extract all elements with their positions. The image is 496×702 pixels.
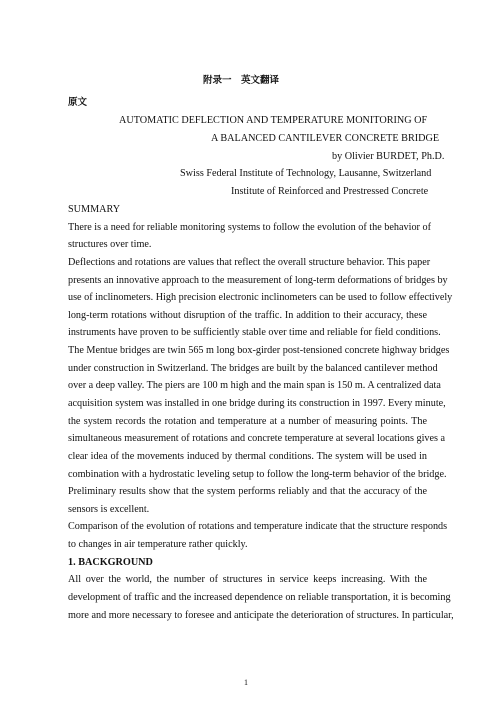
paragraph-line: clear idea of the movements induced by thermal conditions. The system will be used in <box>68 451 427 462</box>
appendix-title: 附录一 英文翻译 <box>203 75 280 86</box>
paragraph-line: use of inclinometers. High precision electronic inclinometers can be used to follow effectively <box>68 292 453 303</box>
paper-title-line-2: A BALANCED CANTILEVER CONCRETE BRIDGE <box>211 133 440 144</box>
paragraph-line: over a deep valley. The piers are 100 m high and the main span is 150 m. A centralized data <box>68 380 441 391</box>
paragraph-line: Comparison of the evolution of rotations and temperature indicate that the structure responds <box>68 521 448 532</box>
paragraph-line: Preliminary results show that the system performs reliably and that the accuracy of the <box>68 486 427 497</box>
page-number: 1 <box>244 678 248 687</box>
affiliation-line-2: Institute of Reinforced and Prestressed Concrete <box>231 186 429 197</box>
paragraph-line: There is a need for reliable monitoring systems to follow the evolution of the behavior of <box>68 222 431 233</box>
affiliation-line-1: Swiss Federal Institute of Technology, Lausanne, Switzerland <box>180 168 432 179</box>
paragraph-line: sensors is excellent. <box>68 504 150 515</box>
paragraph-line: under construction in Switzerland. The bridges are built by the balanced cantilever method <box>68 363 438 374</box>
section-heading-background: 1. BACKGROUND <box>68 557 153 568</box>
paragraph-line: to changes in air temperature rather quickly. <box>68 539 248 550</box>
paragraph-line: structures over time. <box>68 239 152 250</box>
paragraph-line: the system records the rotation and temperature at a number of measuring points. The <box>68 416 427 427</box>
section-line: development of traffic and the increased dependence on reliable transportation, it is becoming <box>68 592 451 603</box>
paragraph-line: Deflections and rotations are values that reflect the overall structure behavior. This paper <box>68 257 431 268</box>
paragraph-line: The Mentue bridges are twin 565 m long box-girder post-tensioned concrete highway bridges <box>68 345 450 356</box>
paragraph-line: acquisition system was installed in one bridge during its construction in 1997. Every minute, <box>68 398 446 409</box>
paragraph-line: presents an innovative approach to the measurement of long-term deformations of bridges by <box>68 275 448 286</box>
summary-heading: SUMMARY <box>68 204 121 215</box>
section-line: more and more necessary to foresee and anticipate the deterioration of structures. In particular, <box>68 610 454 621</box>
section-line: All over the world, the number of structures in service keeps increasing. With the <box>68 574 427 585</box>
paragraph-line: long-term rotations without disruption of the traffic. In addition to their accuracy, these <box>68 310 427 321</box>
paragraph-line: combination with a hydrostatic leveling setup to follow the long-term behavior of the bridge. <box>68 469 447 480</box>
author-line: by Olivier BURDET, Ph.D. <box>332 151 445 162</box>
source-label: 原文 <box>68 97 88 108</box>
paragraph-line: instruments have proven to be sufficiently stable over time and reliable for field conditions. <box>68 327 441 338</box>
paper-title-line-1: AUTOMATIC DEFLECTION AND TEMPERATURE MONITORING OF <box>119 115 428 126</box>
paragraph-line: simultaneous measurement of rotations and concrete temperature at several locations gives a <box>68 433 446 444</box>
